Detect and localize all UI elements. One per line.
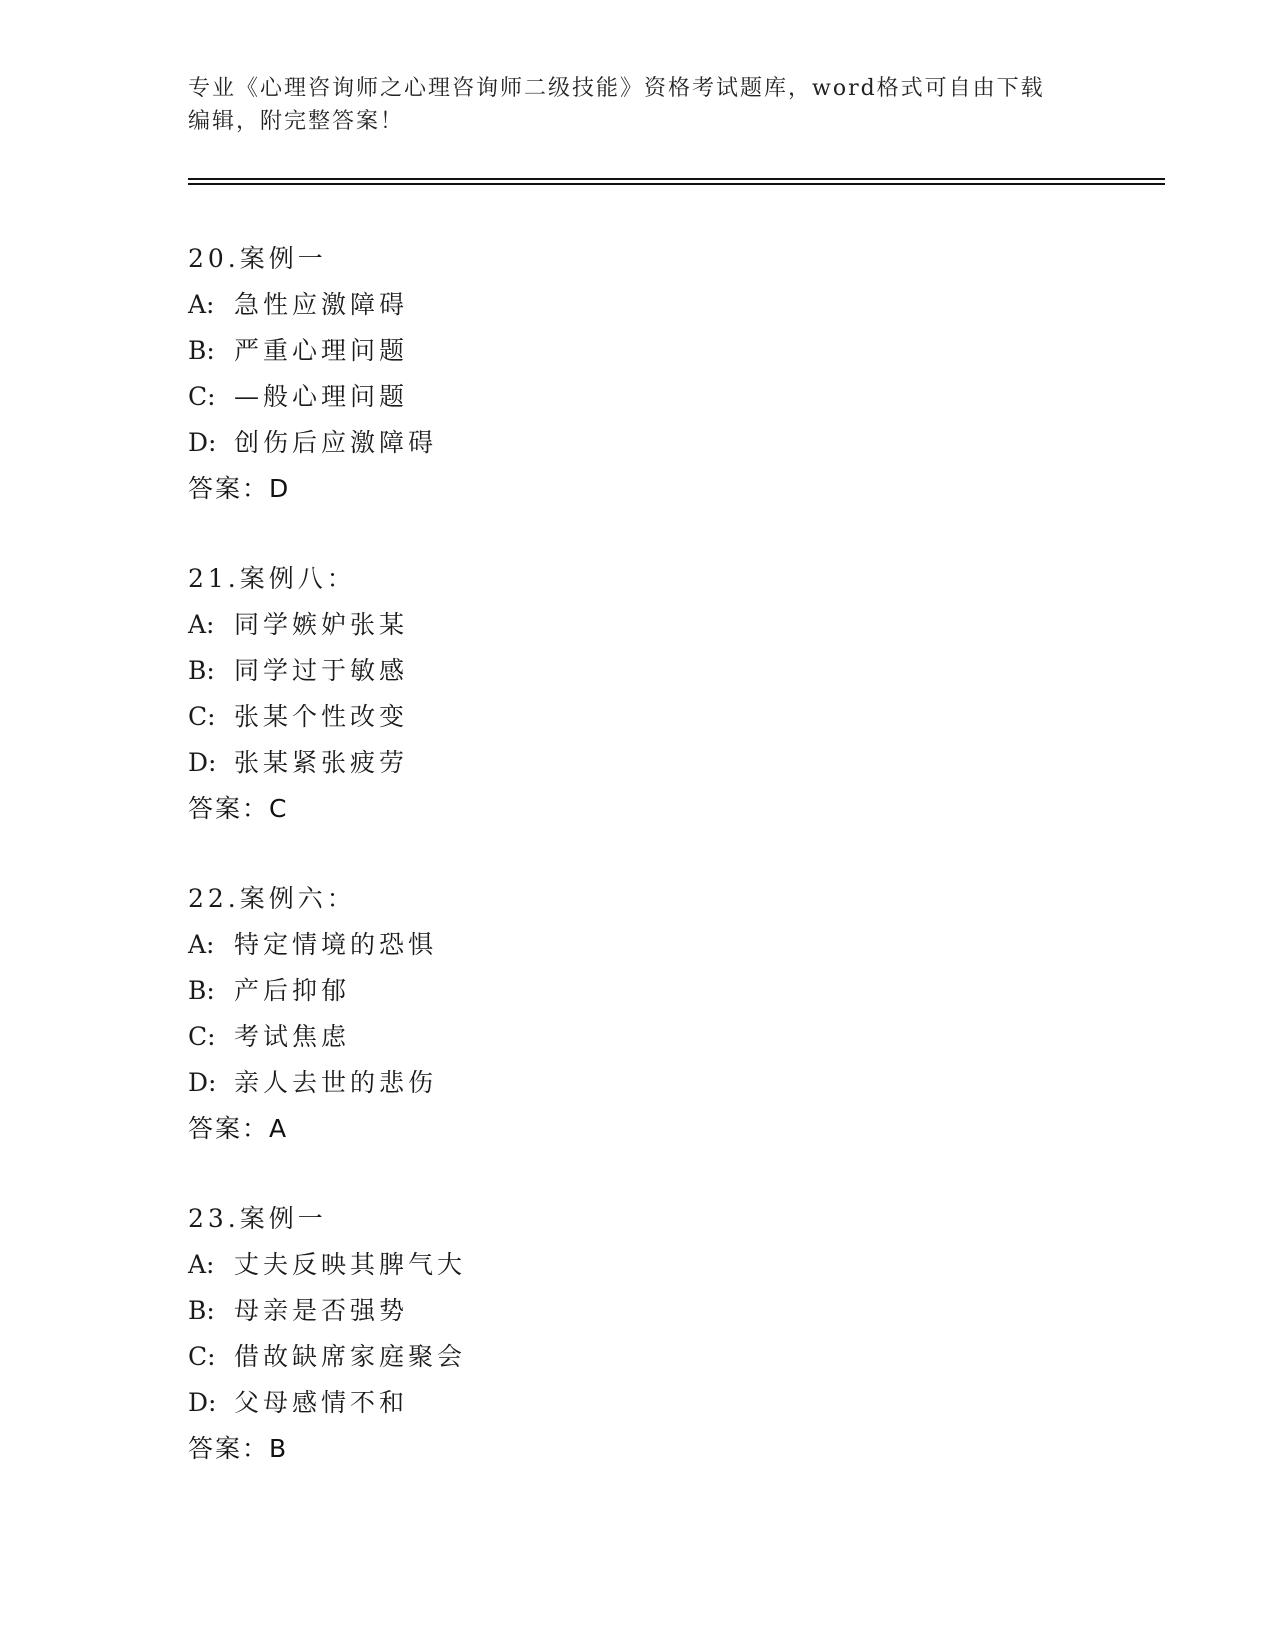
option-text: 张某紧张疲劳 <box>234 748 409 777</box>
option-letter: D: <box>188 748 217 777</box>
answer-line: 答案：B <box>188 1434 289 1463</box>
header-line-1: 专业《心理咨询师之心理咨询师二级技能》资格考试题库，word格式可自由下载 <box>188 76 1045 101</box>
question-list <box>188 236 1088 1516</box>
option-c <box>188 374 1088 420</box>
option-letter: A: <box>188 1250 215 1279</box>
option-text: 同学嫉妒张某 <box>234 610 409 639</box>
option-text: 亲人去世的悲伤 <box>234 1068 438 1097</box>
option-letter: B: <box>188 336 215 365</box>
option-b <box>188 1288 1088 1334</box>
option-letter: C: <box>188 382 216 411</box>
option-a <box>188 1242 1088 1288</box>
option-text: 特定情境的恐惧 <box>234 930 438 959</box>
option-letter: C: <box>188 1022 216 1051</box>
question-21 <box>188 556 1088 832</box>
option-b <box>188 328 1088 374</box>
question-title: 22.案例六： <box>188 884 356 913</box>
header-divider-top <box>188 178 1165 180</box>
option-d <box>188 1060 1088 1106</box>
document-header <box>188 72 1088 138</box>
option-letter: A: <box>188 610 215 639</box>
question-title: 20.案例一 <box>188 244 327 273</box>
option-d <box>188 740 1088 786</box>
option-a <box>188 282 1088 328</box>
option-text: 创伤后应激障碍 <box>234 428 438 457</box>
option-text: 借故缺席家庭聚会 <box>234 1342 467 1371</box>
question-22 <box>188 876 1088 1152</box>
option-letter: B: <box>188 656 215 685</box>
option-text: 产后抑郁 <box>234 976 351 1005</box>
option-b <box>188 968 1088 1014</box>
header-line-2: 编辑，附完整答案！ <box>188 109 405 134</box>
option-text: 考试焦虑 <box>234 1022 351 1051</box>
option-text: 母亲是否强势 <box>234 1296 409 1325</box>
option-letter: B: <box>188 976 215 1005</box>
option-text: 严重心理问题 <box>234 336 409 365</box>
option-d <box>188 420 1088 466</box>
answer-line: 答案：D <box>188 474 291 503</box>
option-letter: A: <box>188 930 215 959</box>
question-title: 23.案例一 <box>188 1204 327 1233</box>
option-text: 父母感情不和 <box>234 1388 409 1417</box>
option-c <box>188 694 1088 740</box>
option-letter: C: <box>188 1342 216 1371</box>
question-title: 21.案例八： <box>188 564 356 593</box>
option-text: 急性应激障碍 <box>234 290 409 319</box>
option-letter: A: <box>188 290 215 319</box>
question-23 <box>188 1196 1088 1472</box>
option-letter: D: <box>188 1388 217 1417</box>
option-c <box>188 1334 1088 1380</box>
answer-line: 答案：A <box>188 1114 289 1143</box>
option-c <box>188 1014 1088 1060</box>
option-letter: C: <box>188 702 216 731</box>
option-text: —般心理问题 <box>234 382 409 411</box>
header-divider-bottom <box>188 183 1165 185</box>
option-b <box>188 648 1088 694</box>
option-d <box>188 1380 1088 1426</box>
question-20 <box>188 236 1088 512</box>
option-text: 丈夫反映其脾气大 <box>234 1250 467 1279</box>
option-letter: B: <box>188 1296 215 1325</box>
answer-line: 答案：C <box>188 794 289 823</box>
option-text: 张某个性改变 <box>234 702 409 731</box>
option-text: 同学过于敏感 <box>234 656 409 685</box>
option-letter: D: <box>188 428 217 457</box>
option-letter: D: <box>188 1068 217 1097</box>
option-a <box>188 602 1088 648</box>
option-a <box>188 922 1088 968</box>
